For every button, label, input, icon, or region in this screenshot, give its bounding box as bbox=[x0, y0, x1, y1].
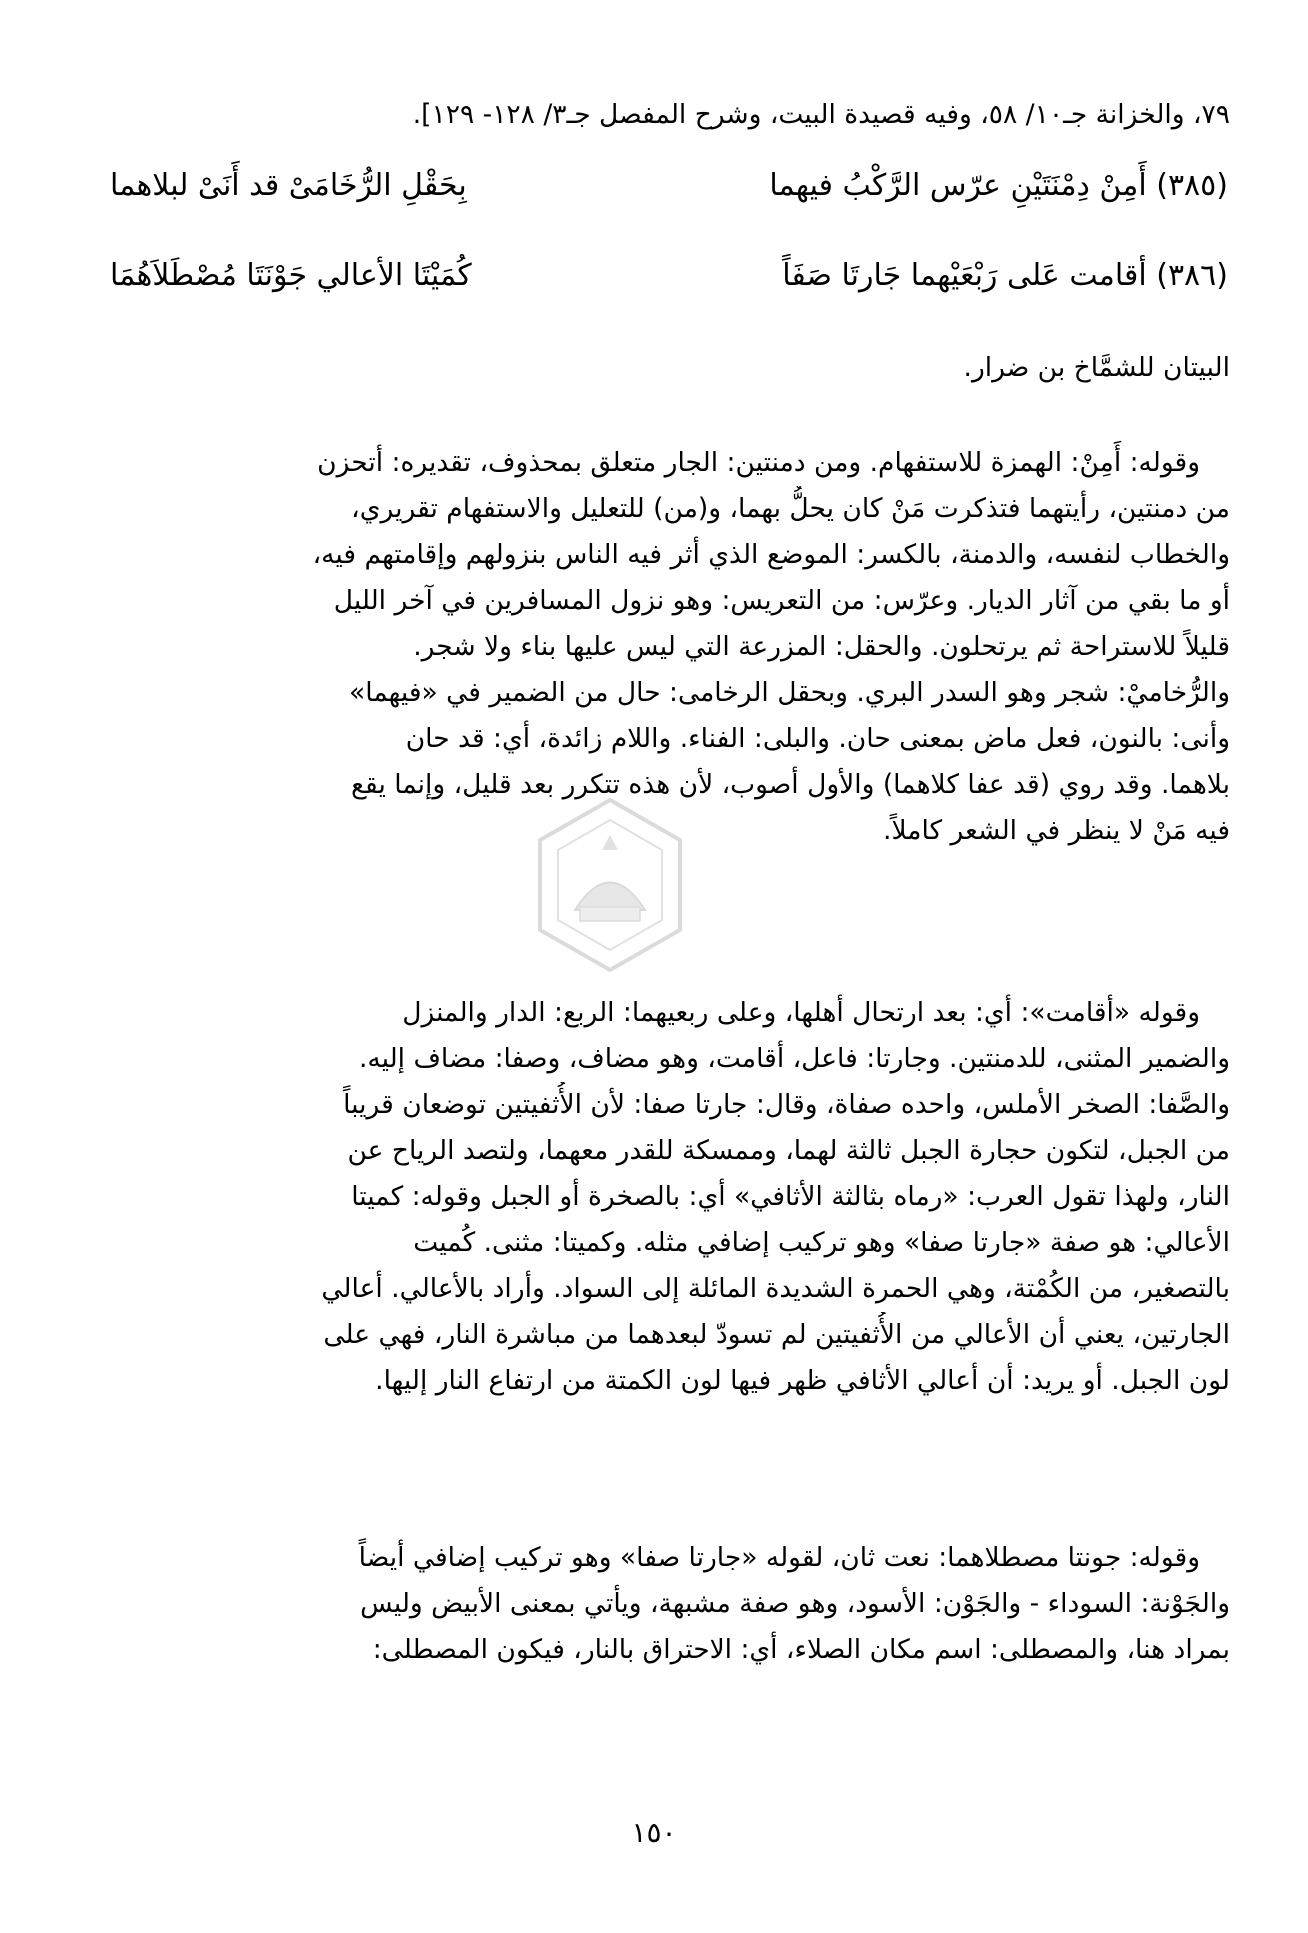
text-line: الأعالي: هو صفة «جارتا صفا» وهو تركيب إضافي مثله. وكميتا: مثنى. كُميت bbox=[413, 1227, 1230, 1258]
verse-second-hemistich: كُمَيْتَا الأعالي جَوْنَتَا مُصْطَلاَهُمَا bbox=[110, 258, 472, 293]
watermark-logo-icon bbox=[530, 795, 690, 975]
text-line: الجارتين، يعني أن الأعالي من الأُثفيتين لم تسودّ لبعدهما من مباشرة النار، فهي على bbox=[323, 1319, 1230, 1350]
text-line: والخطاب لنفسه، والدمنة، بالكسر: الموضع الذي أثر فيه الناس بنزولهم وإقامتهم فيه، bbox=[312, 539, 1230, 570]
text-line: ٧٩، والخزانة جـ١٠/ ٥٨، وفيه قصيدة البيت، وشرح المفصل جـ٣/ ١٢٨- ١٢٩]. bbox=[412, 99, 1230, 130]
attribution bbox=[100, 345, 1230, 391]
text-line: قليلاً للاستراحة ثم يرتحلون. والحقل: المزرعة التي ليس عليها بناء ولا شجر. bbox=[413, 631, 1230, 662]
text-line: لون الجبل. أو يريد: أن أعالي الأثافي ظهر فيها لون الكمتة من ارتفاع النار إليها. bbox=[375, 1365, 1230, 1396]
hemistich-text: أقامت عَلى رَبْعَيْهما جَارتَا صَفَاً bbox=[782, 258, 1147, 293]
text-line: والضمير المثنى، للدمنتين. وجارتا: فاعل، أقامت، وهو مضاف، وصفا: مضاف إليه. bbox=[358, 1043, 1230, 1074]
text-line: والصَّفا: الصخر الأملس، واحده صفاة، وقال: جارتا صفا: لأن الأُثفيتين توضعان قريباً bbox=[343, 1089, 1230, 1120]
paragraph-2 bbox=[100, 990, 1230, 1404]
reference-line bbox=[100, 92, 1230, 138]
hemistich-text: أَمِنْ دِمْنَتَيْنِ عرّس الرَّكْبُ فيهما bbox=[769, 168, 1147, 203]
text-line: بالتصغير، من الكُمْتة، وهي الحمرة الشديدة المائلة إلى السواد. وأراد بالأعالي. أعالي bbox=[321, 1273, 1230, 1304]
text-line: من دمنتين، رأيتهما فتذكرت مَنْ كان يحلُّ بهما، و(من) للتعليل والاستفهام تقريري، bbox=[351, 493, 1230, 524]
paragraph-3 bbox=[100, 1535, 1230, 1673]
text-line: النار، ولهذا تقول العرب: «رماه بثالثة الأثافي» أي: بالصخرة أو الجبل وقوله: كميتا bbox=[351, 1181, 1230, 1212]
text-line: وأنى: بالنون، فعل ماض بمعنى حان. والبلى: الفناء. واللام زائدة، أي: قد حان bbox=[405, 723, 1230, 754]
page-number: ١٥٠ bbox=[631, 1816, 677, 1849]
verse-385 bbox=[110, 168, 1228, 228]
verse-386 bbox=[110, 258, 1228, 318]
paragraph-1 bbox=[100, 440, 1230, 854]
text-line: بلاهما. وقد روي (قد عفا كلاهما) والأول أصوب، لأن هذه تتكرر بعد قليل، وإنما يقع bbox=[350, 769, 1230, 800]
text-line: وقوله: جونتا مصطلاهما: نعت ثان، لقوله «جارتا صفا» وهو تركيب إضافي أيضاً bbox=[358, 1542, 1200, 1573]
verse-first-hemistich bbox=[769, 168, 1228, 203]
text-line: البيتان للشمَّاخ بن ضرار. bbox=[963, 352, 1230, 383]
text-line: وقوله: أَمِنْ: الهمزة للاستفهام. ومن دمنتين: الجار متعلق بمحذوف، تقديره: أتحزن bbox=[317, 447, 1200, 478]
verse-second-hemistich: بِحَقْلِ الرُّخَامَىْ قد أَنَىْ لبلاهما bbox=[110, 168, 467, 203]
verse-number: (٣٨٥) bbox=[1156, 168, 1228, 203]
text-line: من الجبل، لتكون حجارة الجبل ثالثة لهما، وممسكة للقدر معهما، ولتصد الرياح عن bbox=[347, 1135, 1230, 1166]
text-line: والجَوْنة: السوداء - والجَوْن: الأسود، وهو صفة مشبهة، ويأتي بمعنى الأبيض وليس bbox=[360, 1588, 1230, 1619]
text-line: وقوله «أقامت»: أي: بعد ارتحال أهلها، وعلى ربعيهما: الربع: الدار والمنزل bbox=[402, 997, 1200, 1028]
verse-number: (٣٨٦) bbox=[1156, 258, 1228, 293]
text-line: أو ما بقي من آثار الديار. وعرّس: من التعريس: وهو نزول المسافرين في آخر الليل bbox=[333, 585, 1230, 616]
verse-first-hemistich bbox=[782, 258, 1228, 293]
text-line: والرُّخاميْ: شجر وهو السدر البري. وبحقل الرخامى: حال من الضمير في «فيهما» bbox=[349, 677, 1230, 708]
text-line: فيه مَنْ لا ينظر في الشعر كاملاً. bbox=[883, 815, 1230, 846]
text-line: بمراد هنا، والمصطلى: اسم مكان الصلاء، أي: الاحتراق بالنار، فيكون المصطلى: bbox=[372, 1634, 1230, 1665]
